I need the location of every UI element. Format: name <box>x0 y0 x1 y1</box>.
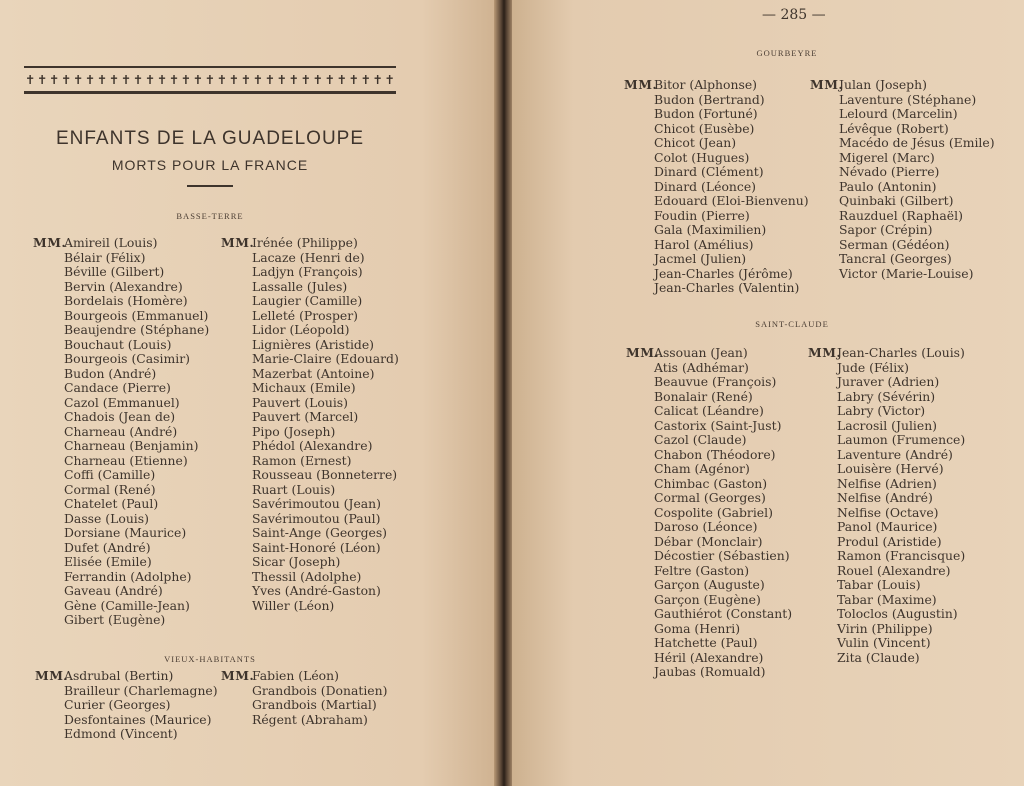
cross-icon: ✝ <box>313 71 323 88</box>
list-item: Dorsiane (Maurice) <box>64 525 187 540</box>
cross-icon: ✝ <box>145 71 155 88</box>
cross-icon: ✝ <box>361 71 370 88</box>
cross-icon: ✝ <box>193 71 203 88</box>
list-item: Jean-Charles (Valentin) <box>654 280 800 295</box>
list-item: Ramon (Ernest) <box>252 452 352 468</box>
list-item: Colot (Hugues) <box>654 149 750 165</box>
list-item: Sapor (Crépin) <box>839 222 933 237</box>
list-item: Grandbois (Martial) <box>252 697 377 712</box>
list-item: Ladjyn (François) <box>252 264 363 279</box>
list-item: Nelfise (André) <box>837 490 933 505</box>
list-item: Lelleté (Prosper) <box>252 307 359 323</box>
list-item: Laventure (André) <box>837 446 953 462</box>
list-item: Budon (Bertrand) <box>654 91 765 107</box>
list-item: Bélair (Félix) <box>64 249 146 265</box>
name-list-vieux-habitants-col1 <box>64 669 218 742</box>
list-item: Julan (Joseph) <box>839 77 927 92</box>
honorific-prefix: MM. <box>808 345 842 360</box>
list-item: Lignières (Aristide) <box>252 336 375 352</box>
list-item: Névado (Pierre) <box>839 164 940 179</box>
list-item: Louisère (Hervé) <box>837 461 944 476</box>
list-item: Castorix (Saint-Just) <box>654 417 782 433</box>
cross-icon: ✝ <box>205 71 215 88</box>
list-item: Asdrubal (Bertin) <box>64 668 174 683</box>
list-item: Charneau (Etienne) <box>64 452 188 468</box>
list-item: Régent (Abraham) <box>252 711 368 727</box>
list-item: Yves (André-Gaston) <box>252 583 381 598</box>
list-item: Jaubas (Romuald) <box>654 664 766 679</box>
list-item: Cazol (Claude) <box>654 432 747 447</box>
section-heading-vieux-habitants: VIEUX-HABITANTS <box>164 654 256 664</box>
list-item: Jude (Félix) <box>837 359 909 375</box>
list-item: Bouchaut (Louis) <box>64 336 172 352</box>
list-item: Beaujendre (Stéphane) <box>64 322 210 337</box>
list-item: Rauzduel (Raphaël) <box>839 207 963 223</box>
cross-icon: ✝ <box>133 71 143 88</box>
honorific-prefix: MM. <box>626 345 660 360</box>
list-item: Produl (Aristide) <box>837 533 942 549</box>
list-item: Gaveau (André) <box>64 583 163 598</box>
list-item: Irénée (Philippe) <box>252 235 358 250</box>
list-item: Harol (Amélius) <box>654 236 754 252</box>
list-item: Dinard (Léonce) <box>654 178 756 194</box>
cross-icon: ✝ <box>277 71 287 88</box>
list-item: Gène (Camille-Jean) <box>64 597 190 613</box>
cross-icon: ✝ <box>26 71 35 88</box>
cross-icon: ✝ <box>121 71 131 88</box>
list-item: Garçon (Eugène) <box>654 591 761 607</box>
cross-icon: ✝ <box>241 71 251 88</box>
page-subtitle: MORTS POUR LA FRANCE <box>111 157 309 173</box>
list-item: Assouan (Jean) <box>654 345 748 360</box>
list-item: Jean-Charles (Louis) <box>837 345 965 360</box>
list-item: Gala (Maximilien) <box>654 222 767 237</box>
right-page <box>512 0 1024 786</box>
page-title: ENFANTS DE LA GUADELOUPE <box>55 128 365 149</box>
list-item: Desfontaines (Maurice) <box>64 711 212 727</box>
cross-icon: ✝ <box>385 71 394 88</box>
list-item: Quinbaki (Gilbert) <box>839 193 954 208</box>
section-heading-gourbeyre: GOURBEYRE <box>756 48 818 58</box>
list-item: Victor (Marie-Louise) <box>839 265 974 281</box>
list-item: Edmond (Vincent) <box>64 726 178 741</box>
cross-icon: ✝ <box>169 71 179 88</box>
left-page <box>0 0 496 786</box>
cross-icon: ✝ <box>325 71 335 88</box>
list-item: Toloclos (Augustin) <box>837 606 958 621</box>
list-item: Beauvue (François) <box>654 374 777 389</box>
list-item: Brailleur (Charlemagne) <box>64 682 218 698</box>
list-item: Edouard (Eloi-Bienvenu) <box>654 193 809 208</box>
list-item: Savérimoutou (Paul) <box>252 510 381 526</box>
list-item: Sicar (Joseph) <box>252 554 341 569</box>
list-item: Elisée (Emile) <box>64 554 152 569</box>
honorific-prefix: MM. <box>221 668 255 683</box>
list-item: Serman (Gédéon) <box>839 236 950 252</box>
list-item: Atis (Adhémar) <box>654 359 749 375</box>
list-item: Dufet (André) <box>64 539 151 555</box>
list-item: Bourgeois (Emmanuel) <box>64 307 209 323</box>
list-item: Charneau (Benjamin) <box>64 438 199 453</box>
list-item: Nelfise (Adrien) <box>837 475 937 491</box>
list-item: Décostier (Sébastien) <box>654 548 790 563</box>
list-item: Bordelais (Homère) <box>64 293 188 308</box>
list-item: Chicot (Jean) <box>654 135 737 150</box>
list-item: Tabar (Maxime) <box>837 591 937 607</box>
section-heading-basse-terre: BASSE-TERRE <box>176 211 244 221</box>
name-list-vieux-habitants-col2 <box>252 669 387 727</box>
list-item: Willer (Léon) <box>252 597 335 613</box>
name-list-gourbeyre-col2 <box>839 78 995 281</box>
name-list-basse-terre-col2 <box>252 236 399 613</box>
list-item: Lidor (Léopold) <box>252 322 350 337</box>
list-item: Cazol (Emmanuel) <box>64 394 180 410</box>
list-item: Pauvert (Marcel) <box>252 409 359 424</box>
list-item: Savérimoutou (Jean) <box>252 496 381 511</box>
list-item: Ramon (Francisque) <box>837 548 966 563</box>
list-item: Panol (Maurice) <box>837 519 938 534</box>
list-item: Calicat (Léandre) <box>654 403 764 418</box>
list-item: Michaux (Emile) <box>252 380 356 395</box>
page-number: — 285 — <box>762 7 826 23</box>
list-item: Lassalle (Jules) <box>252 278 348 294</box>
list-item: Coffi (Camille) <box>64 467 156 482</box>
list-item: Cormal (Georges) <box>654 490 766 505</box>
list-item: Pipo (Joseph) <box>252 423 336 439</box>
list-item: Marie-Claire (Edouard) <box>252 351 399 366</box>
list-item: Saint-Honoré (Léon) <box>252 539 381 555</box>
title-divider <box>187 185 233 187</box>
list-item: Gauthiérot (Constant) <box>654 606 793 621</box>
list-item: Budon (André) <box>64 365 157 381</box>
book-spine <box>494 0 514 786</box>
list-item: Débar (Monclair) <box>654 533 763 549</box>
list-item: Ruart (Louis) <box>252 481 336 497</box>
cross-icon: ✝ <box>97 71 107 88</box>
list-item: Candace (Pierre) <box>64 380 171 395</box>
list-item: Chabon (Théodore) <box>654 446 776 462</box>
list-item: Bourgeois (Casimir) <box>64 351 190 366</box>
name-list-basse-terre-col1 <box>64 236 209 628</box>
cross-icon: ✝ <box>181 71 191 88</box>
honorific-prefix: MM. <box>33 235 67 250</box>
list-item: Goma (Henri) <box>654 620 741 636</box>
cross-icon: ✝ <box>301 71 311 88</box>
list-item: Tancral (Georges) <box>839 251 952 266</box>
honorific-prefix: MM. <box>221 235 255 250</box>
cross-icon: ✝ <box>337 71 347 88</box>
list-item: Chatelet (Paul) <box>64 496 159 511</box>
list-item: Hatchette (Paul) <box>654 635 758 650</box>
list-item: Juraver (Adrien) <box>837 374 940 389</box>
honorific-prefix: MM. <box>35 668 69 683</box>
list-item: Migerel (Marc) <box>839 149 935 165</box>
list-item: Saint-Ange (Georges) <box>252 525 388 540</box>
cross-icon: ✝ <box>217 71 227 88</box>
cross-icon: ✝ <box>229 71 239 88</box>
list-item: Fabien (Léon) <box>252 668 339 683</box>
name-list-saint-claude-col2 <box>837 346 965 665</box>
list-item: Béville (Gilbert) <box>64 264 165 279</box>
list-item: Daroso (Léonce) <box>654 519 758 534</box>
list-item: Virin (Philippe) <box>837 620 933 636</box>
list-item: Nelfise (Octave) <box>837 504 939 520</box>
list-item: Bitor (Alphonse) <box>654 77 757 92</box>
list-item: Dasse (Louis) <box>64 510 149 526</box>
list-item: Curier (Georges) <box>64 697 171 712</box>
list-item: Mazerbat (Antoine) <box>252 365 375 381</box>
cross-icon: ✝ <box>109 71 119 88</box>
honorific-prefix: MM. <box>624 77 658 92</box>
list-item: Cospolite (Gabriel) <box>654 504 773 520</box>
list-item: Chadois (Jean de) <box>64 409 176 424</box>
list-item: Paulo (Antonin) <box>839 178 937 194</box>
list-item: Grandbois (Donatien) <box>252 682 388 698</box>
list-item: Zita (Claude) <box>837 649 920 665</box>
cross-icon: ✝ <box>85 71 95 88</box>
cross-icon: ✝ <box>73 71 83 88</box>
list-item: Laventure (Stéphane) <box>839 91 977 107</box>
cross-icon: ✝ <box>157 71 167 88</box>
list-item: Labry (Victor) <box>837 403 926 418</box>
list-item: Charneau (André) <box>64 423 178 439</box>
list-item: Labry (Sévérin) <box>837 388 936 404</box>
list-item: Chicot (Eusèbe) <box>654 120 755 136</box>
ornamental-border <box>24 66 396 94</box>
list-item: Thessil (Adolphe) <box>252 568 362 584</box>
list-item: Ferrandin (Adolphe) <box>64 568 192 584</box>
list-item: Tabar (Louis) <box>837 577 921 592</box>
list-item: Cham (Agénor) <box>654 461 750 476</box>
list-item: Laugier (Camille) <box>252 293 363 308</box>
cross-icon: ✝ <box>289 71 299 88</box>
list-item: Phédol (Alexandre) <box>252 438 373 453</box>
list-item: Rouel (Alexandre) <box>837 562 951 578</box>
list-item: Amireil (Louis) <box>64 235 158 250</box>
list-item: Foudin (Pierre) <box>654 207 750 223</box>
list-item: Gibert (Eugène) <box>64 612 166 627</box>
list-item: Feltre (Gaston) <box>654 562 750 578</box>
list-item: Laumon (Frumence) <box>837 432 966 447</box>
name-list-saint-claude-col1 <box>654 346 792 680</box>
list-item: Lelourd (Marcelin) <box>839 106 958 121</box>
section-heading-saint-claude: SAINT-CLAUDE <box>755 319 829 329</box>
list-item: Chimbac (Gaston) <box>654 475 768 491</box>
cross-icon: ✝ <box>253 71 263 88</box>
list-item: Vulin (Vincent) <box>837 635 931 650</box>
list-item: Dinard (Clément) <box>654 164 764 179</box>
list-item: Pauvert (Louis) <box>252 394 348 410</box>
list-item: Rousseau (Bonneterre) <box>252 467 398 482</box>
cross-icon: ✝ <box>49 71 59 88</box>
list-item: Héril (Alexandre) <box>654 649 764 665</box>
list-item: Lacaze (Henri de) <box>252 249 365 265</box>
name-list-gourbeyre-col1 <box>654 78 809 296</box>
cross-icon: ✝ <box>37 71 47 88</box>
list-item: Garçon (Auguste) <box>654 577 765 592</box>
cross-icon: ✝ <box>373 71 382 88</box>
list-item: Macédo de Jésus (Emile) <box>839 135 995 150</box>
honorific-prefix: MM. <box>810 77 844 92</box>
list-item: Bervin (Alexandre) <box>64 278 183 294</box>
list-item: Jean-Charles (Jérôme) <box>654 265 793 281</box>
list-item: Budon (Fortuné) <box>654 106 758 121</box>
list-item: Lacrosil (Julien) <box>837 417 938 433</box>
list-item: Jacmel (Julien) <box>654 251 747 266</box>
cross-icon: ✝ <box>349 71 359 88</box>
cross-icon: ✝ <box>265 71 275 88</box>
list-item: Cormal (René) <box>64 481 156 497</box>
list-item: Lévêque (Robert) <box>839 120 949 136</box>
cross-icon: ✝ <box>61 71 71 88</box>
list-item: Bonalair (René) <box>654 388 753 404</box>
